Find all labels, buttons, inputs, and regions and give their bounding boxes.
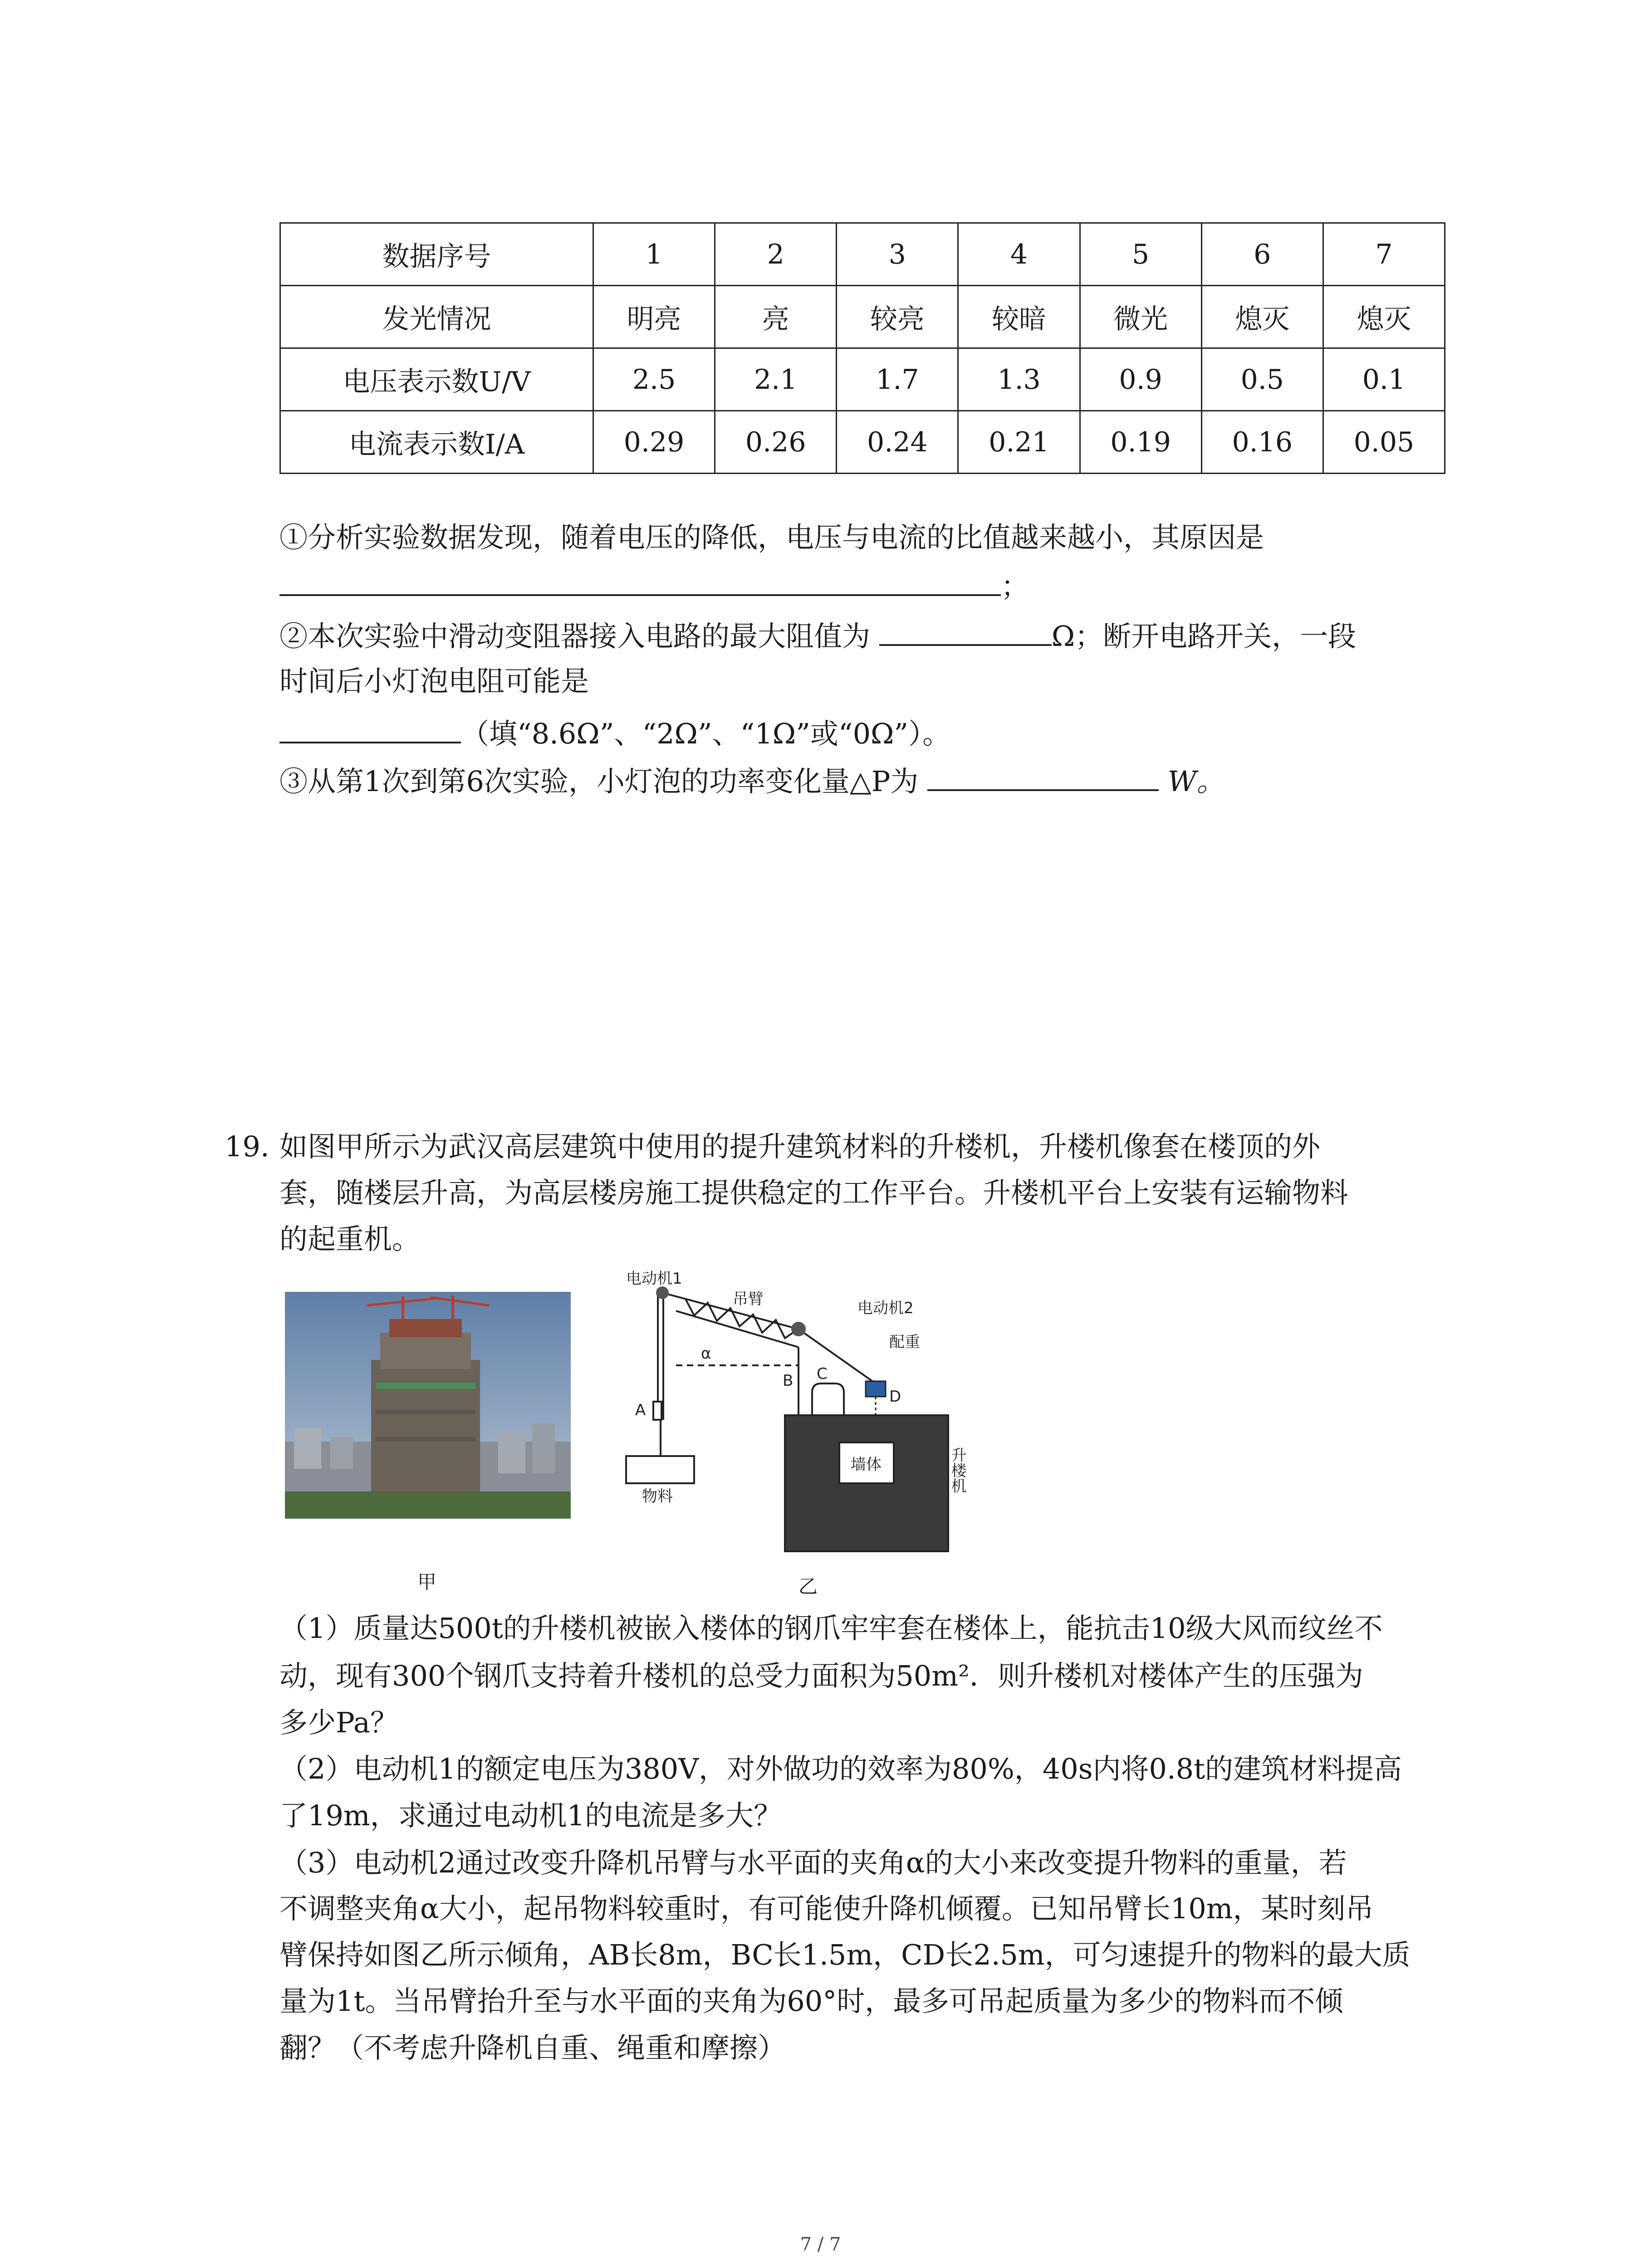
label-lift: 升楼机 [948, 1447, 966, 1493]
label-boom: 吊臂 [733, 1290, 764, 1308]
q19-part-line-3: 多少Pa？ [279, 1706, 398, 1739]
table-row [280, 411, 1445, 474]
table-cell: 0.9 [1080, 348, 1201, 411]
crane-diagram [622, 1270, 994, 1560]
table-cell: 0.16 [1201, 411, 1323, 474]
table-cell: 2 [715, 223, 837, 286]
table-cell: 较亮 [837, 286, 958, 348]
q18-part2-c: （填“8.6Ω”、“2Ω”、“1Ω”或“0Ω”）。 [279, 710, 950, 757]
table-cell: 2.5 [593, 348, 715, 411]
table-cell: 0.26 [715, 411, 837, 474]
table-row [280, 223, 1445, 286]
table-cell: 熄灭 [1323, 286, 1445, 348]
label-B: B [783, 1372, 794, 1390]
label-alpha: α [701, 1344, 711, 1363]
table-cell: 4 [958, 223, 1080, 286]
q18-part1-answer-line: ； [279, 562, 1029, 609]
q19-intro-line-2: 套，随楼层升高，为高层楼房施工提供稳定的工作平台。升楼机平台上安装有运输物料 [279, 1176, 1349, 1209]
label-motor2: 电动机2 [857, 1299, 914, 1317]
caption-yi: 乙 [798, 1575, 818, 1598]
data-table [279, 222, 1445, 474]
q18-part1: ①分析实验数据发现，随着电压的降低，电压与电流的比值越来越小，其原因是 [279, 521, 1264, 554]
table-cell: 6 [1201, 223, 1323, 286]
table-cell: 亮 [715, 286, 837, 348]
table-row [280, 286, 1445, 348]
table-cell: 0.21 [958, 411, 1080, 474]
label-wall: 墙体 [851, 1456, 882, 1474]
table-cell: 微光 [1080, 286, 1201, 348]
q18-part3: ③从第1次到第6次实验，小灯泡的功率变化量△P为 W。 [279, 758, 1225, 804]
label-motor1: 电动机1 [626, 1270, 682, 1288]
answer-blank-1[interactable] [279, 562, 1001, 596]
answer-blank-3[interactable] [279, 710, 461, 743]
label-counterweight: 配重 [889, 1333, 920, 1351]
label-D: D [889, 1388, 901, 1406]
table-row-header: 发光情况 [280, 286, 593, 348]
table-row-header: 电压表示数U/V [280, 348, 593, 411]
table-cell: 1.3 [958, 348, 1080, 411]
table-cell: 较暗 [958, 286, 1080, 348]
q19-part-line-10: 翻？（不考虑升降机自重、绳重和摩擦） [279, 2031, 786, 2064]
q19-part-line-2: 动，现有300个钢爪支持着升楼机的总受力面积为50m²．则升楼机对楼体产生的压强为 [279, 1659, 1363, 1692]
q19-part-line-6: （3）电动机2通过改变升降机吊臂与水平面的夹角α的大小来改变提升物料的重量，若 [279, 1846, 1347, 1879]
table-cell: 2.1 [715, 348, 837, 411]
table-cell: 熄灭 [1201, 286, 1323, 348]
building-photo [285, 1292, 571, 1519]
table-cell: 0.5 [1201, 348, 1323, 411]
table-cell: 0.29 [593, 411, 715, 474]
q19-part-line-4: （2）电动机1的额定电压为380V，对外做功的效率为80%，40s内将0.8t的建筑材料提高 [279, 1752, 1402, 1785]
q19-intro-line-3: 的起重机。 [279, 1222, 421, 1256]
label-C: C [817, 1365, 828, 1383]
page-number: 7 / 7 [800, 2234, 841, 2255]
answer-blank-4[interactable] [927, 758, 1159, 791]
table-cell: 0.05 [1323, 411, 1445, 474]
table-cell: 5 [1080, 223, 1201, 286]
table-cell: 7 [1323, 223, 1445, 286]
q19-part-line-1: （1）质量达500t的升楼机被嵌入楼体的钢爪牢牢套在楼体上，能抗击10级大风而纹丝不 [279, 1612, 1383, 1645]
table-cell: 1.7 [837, 348, 958, 411]
answer-blank-2[interactable] [879, 612, 1052, 646]
table-row-header: 电流表示数I/A [280, 411, 593, 474]
q19-part-line-9: 量为1t。当吊臂抬升至与水平面的夹角为60°时，最多可吊起质量为多少的物料而不倾 [279, 1984, 1343, 2018]
q18-part2-b: 时间后小灯泡电阻可能是 [279, 665, 589, 698]
table-cell: 明亮 [593, 286, 715, 348]
caption-jia: 甲 [417, 1571, 437, 1593]
table-cell: 0.1 [1323, 348, 1445, 411]
table-cell: 1 [593, 223, 715, 286]
q19-part-line-7: 不调整夹角α大小，起吊物料较重时，有可能使升降机倾覆。已知吊臂长10m，某时刻吊 [279, 1892, 1374, 1925]
label-material: 物料 [642, 1487, 673, 1505]
table-row [280, 348, 1445, 411]
label-A: A [635, 1401, 646, 1419]
q18-part2: ②本次实验中滑动变阻器接入电路的最大阻值为 Ω；断开电路开关，一段 [279, 612, 1356, 659]
q19-number: 19. [225, 1130, 269, 1163]
table-cell: 3 [837, 223, 958, 286]
table-row-header: 数据序号 [280, 223, 593, 286]
q19-part-line-5: 了19m，求通过电动机1的电流是多大？ [279, 1799, 782, 1832]
q19-intro-line-1: 如图甲所示为武汉高层建筑中使用的提升建筑材料的升楼机，升楼机像套在楼顶的外 [279, 1130, 1321, 1163]
table-cell: 0.19 [1080, 411, 1201, 474]
q19-part-line-8: 臂保持如图乙所示倾角，AB长8m，BC长1.5m，CD长2.5m，可匀速提升的物料的最大质 [279, 1938, 1411, 1971]
table-cell: 0.24 [837, 411, 958, 474]
